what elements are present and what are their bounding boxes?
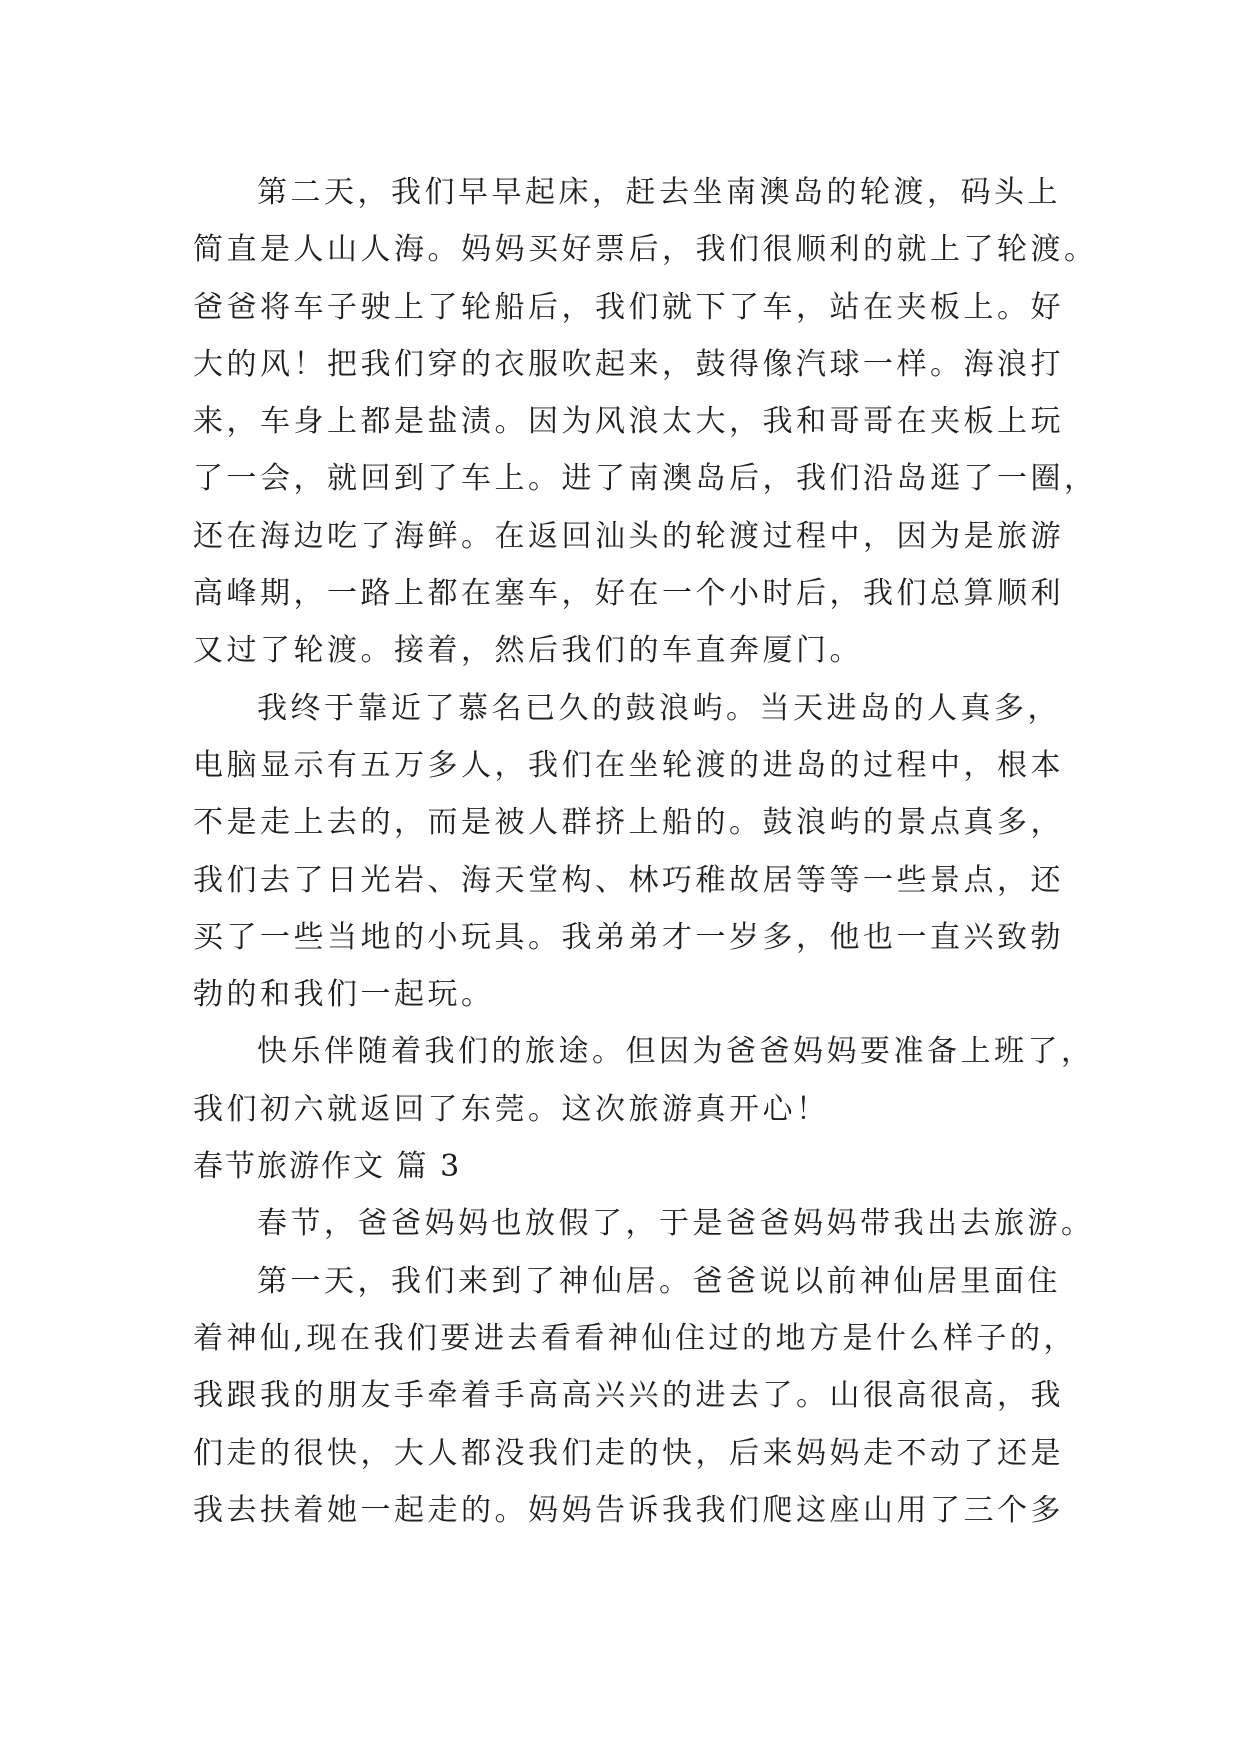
paragraph-line: 我们去了日光岩、海天堂构、林巧稚故居等等一些景点，还: [193, 862, 1064, 898]
paragraph-line: 第一天，我们来到了神仙居。爸爸说以前神仙居里面住: [257, 1263, 1061, 1299]
paragraph-line: 快乐伴随着我们的旅途。但因为爸爸妈妈要准备上班了，: [257, 1034, 1095, 1070]
paragraph-line: 我去扶着她一起走的。妈妈告诉我我们爬这座山用了三个多: [193, 1492, 1064, 1528]
paragraph-line: 买了一些当地的小玩具。我弟弟才一岁多，他也一直兴致勃: [193, 919, 1064, 955]
section-title: 春节旅游作文 篇 3: [193, 1149, 462, 1185]
paragraph-line: 着神仙,现在我们要进去看看神仙住过的地方是什么样子的，: [193, 1320, 1078, 1356]
paragraph-line: 还在海边吃了海鲜。在返回汕头的轮渡过程中，因为是旅游: [193, 518, 1064, 554]
paragraph-line: 又过了轮渡。接着，然后我们的车直奔厦门。: [193, 633, 863, 669]
paragraph-line: 勃的和我们一起玩。: [193, 977, 495, 1013]
paragraph-line: 第二天，我们早早起床，赶去坐南澳岛的轮渡，码头上: [257, 175, 1061, 210]
article-body: [193, 164, 1098, 1539]
paragraph-line: 来，车身上都是盐渍。因为风浪太大，我和哥哥在夹板上玩: [193, 404, 1064, 440]
paragraph-line: 春节，爸爸妈妈也放假了，于是爸爸妈妈带我出去旅游。: [257, 1206, 1095, 1242]
paragraph-line: 大的风！把我们穿的衣服吹起来，鼓得像汽球一样。海浪打: [193, 346, 1064, 382]
paragraph-line: 不是走上去的，而是被人群挤上船的。鼓浪屿的景点真多，: [193, 805, 1064, 841]
paragraph-line: 们走的很快，大人都没我们走的快，后来妈妈走不动了还是: [193, 1435, 1064, 1471]
paragraph-line: 简直是人山人海。妈妈买好票后，我们很顺利的就上了轮渡。: [193, 232, 1098, 268]
paragraph-line: 了一会，就回到了车上。进了南澳岛后，我们沿岛逛了一圈，: [193, 461, 1098, 497]
paragraph-line: 高峰期，一路上都在塞车，好在一个小时后，我们总算顺利: [193, 576, 1064, 612]
paragraph-line: 爸爸将车子驶上了轮船后，我们就下了车，站在夹板上。好: [193, 289, 1064, 325]
paragraph-line: 我跟我的朋友手牵着手高高兴兴的进去了。山很高很高，我: [193, 1378, 1064, 1414]
paragraph-line: 我们初六就返回了东莞。这次旅游真开心！: [193, 1091, 830, 1127]
paragraph-line: 我终于靠近了慕名已久的鼓浪屿。当天进岛的人真多，: [257, 690, 1061, 726]
paragraph-line: 电脑显示有五万多人，我们在坐轮渡的进岛的过程中，根本: [193, 747, 1064, 783]
